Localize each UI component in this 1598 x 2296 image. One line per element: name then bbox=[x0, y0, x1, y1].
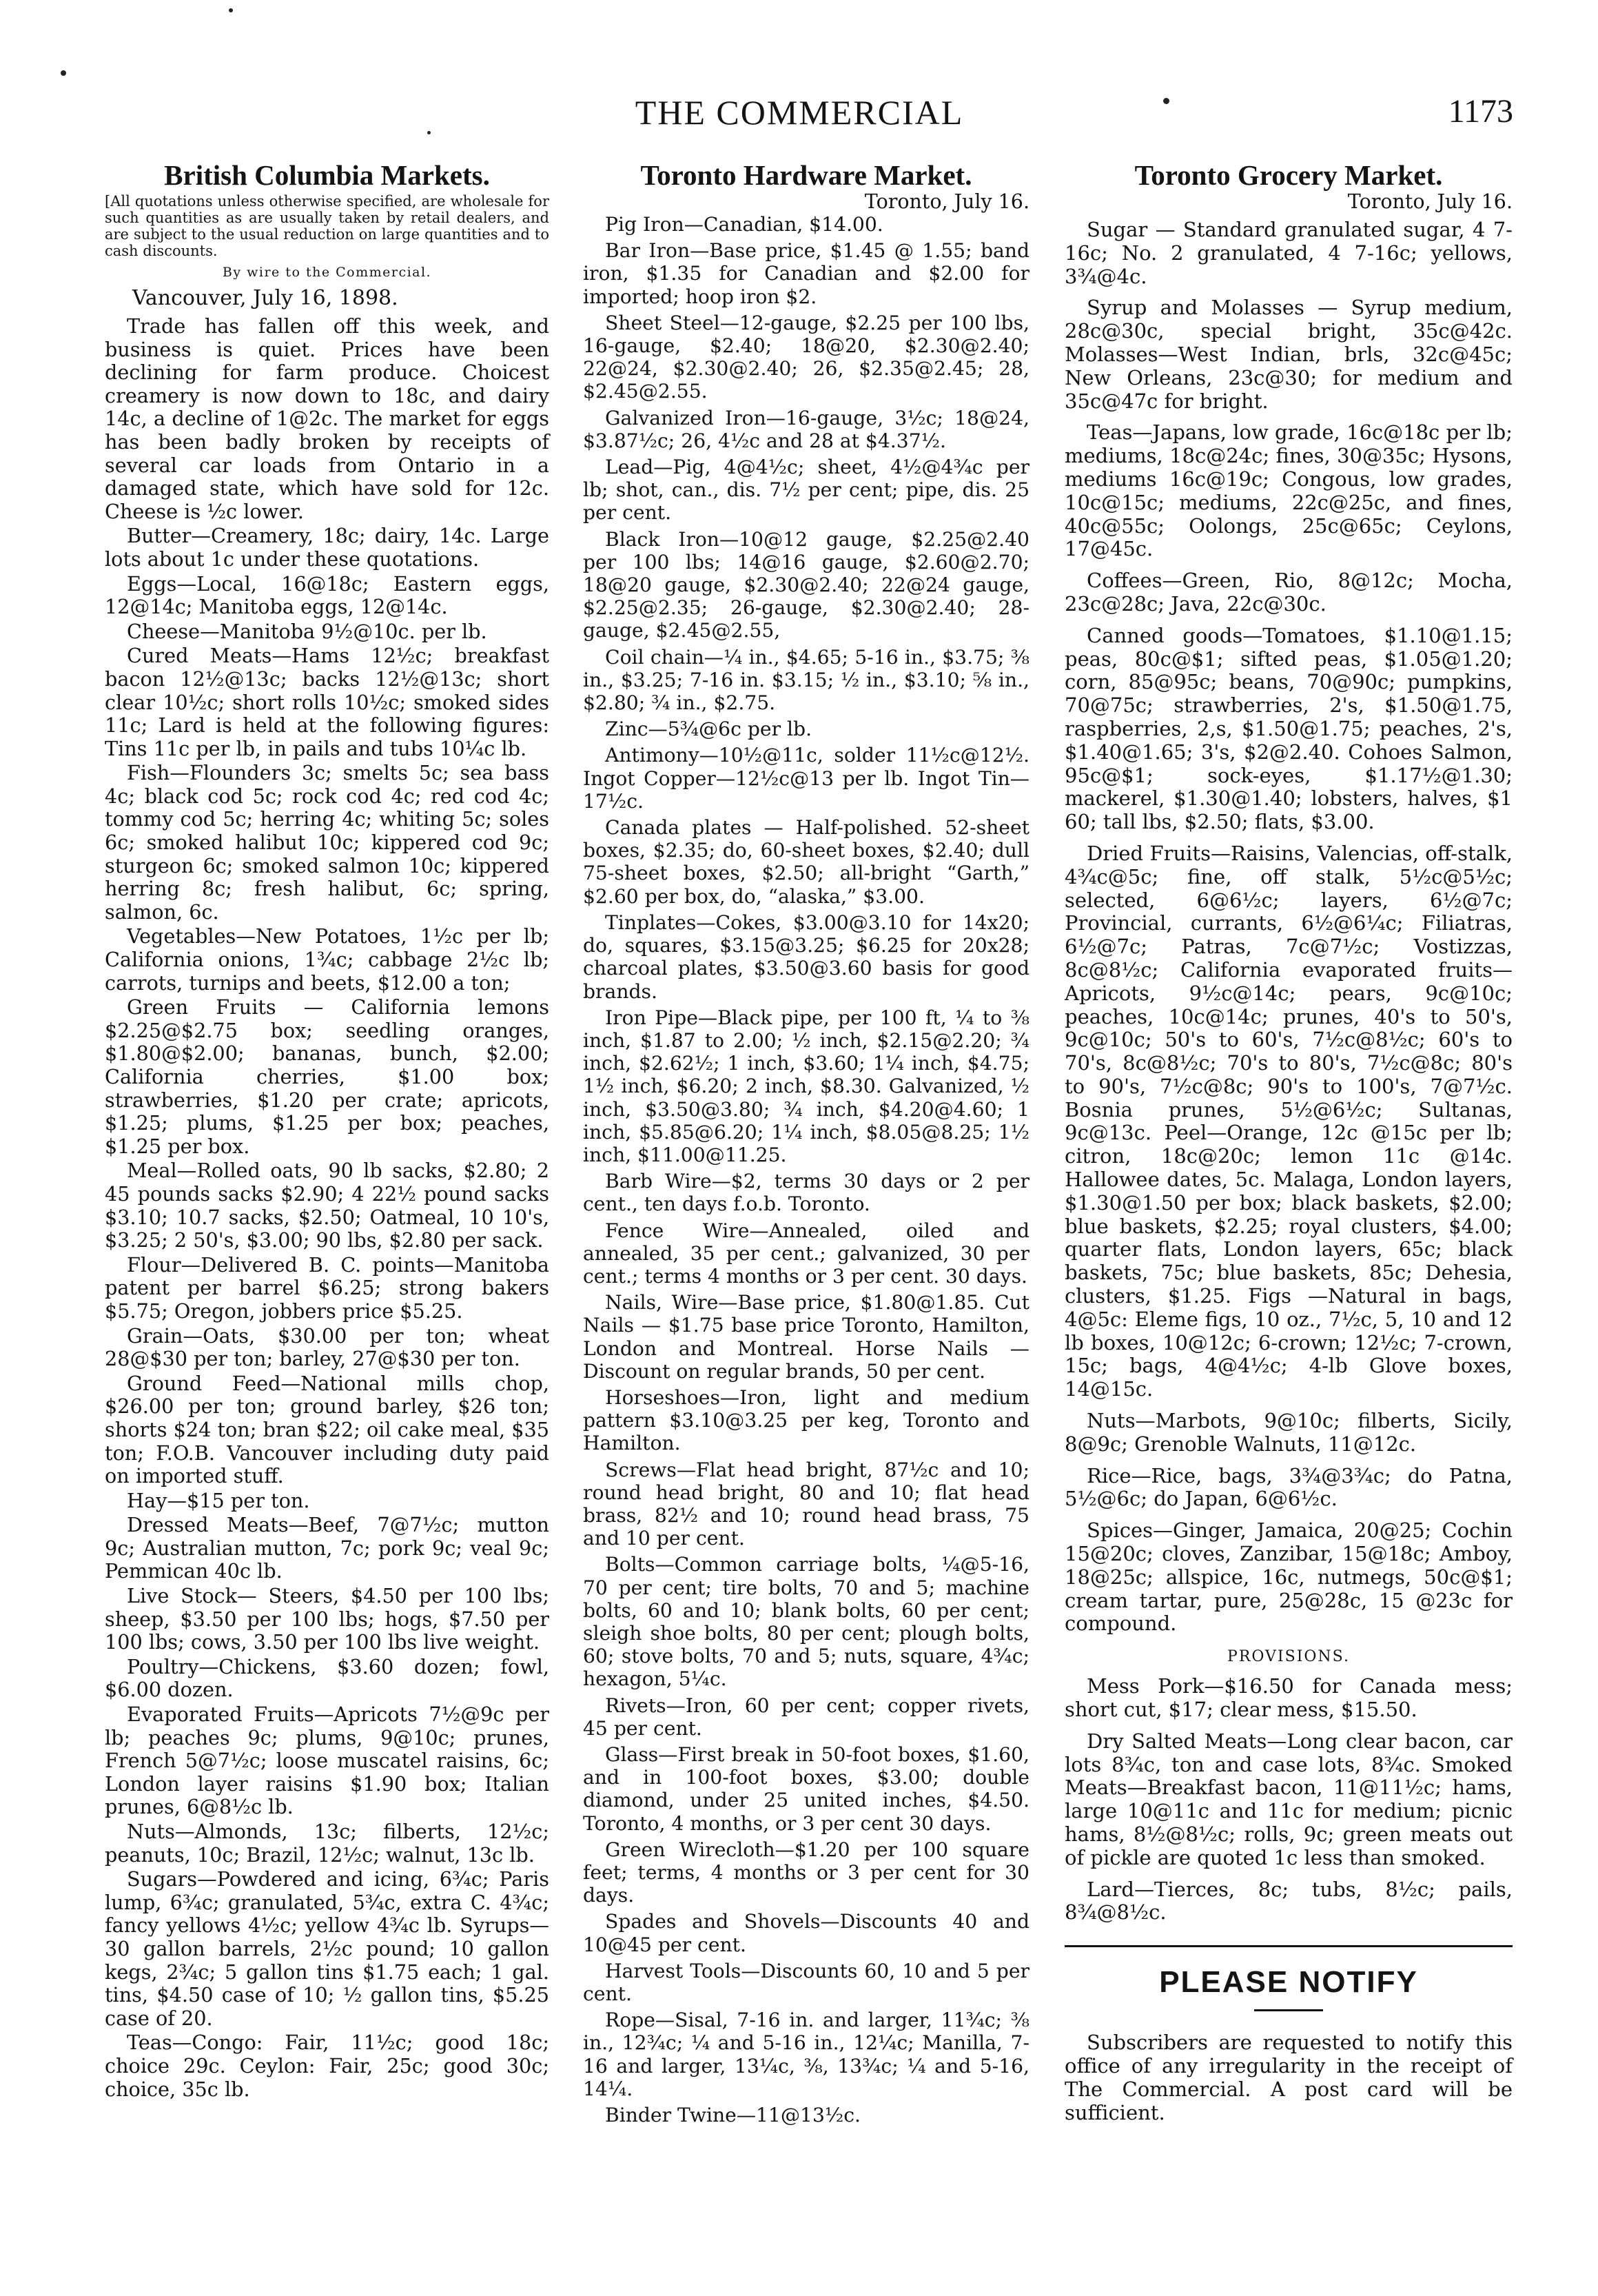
section-title: Toronto Grocery Market. bbox=[1134, 159, 1443, 191]
paragraph: Trade has fallen off this week, and business is quiet. Prices have been declining for farm produce. Choicest creamery is now down to 18c, and dairy 14c, a decline of 1@2c. The market for eggs has been badly broken by receipts of several car loads from Ontario in a damaged state, which have sold for 12c. Cheese is ½c lower. bbox=[105, 314, 549, 523]
paragraph: Lard—Tierces, 8c; tubs, 8½c; pails, 8¾@8½c. bbox=[1065, 1877, 1513, 1924]
quotation-note: [All quotations unless otherwise specified, are wholesale for such quantities as are usually taken by retail dealers, and are subject to the usual reduction on large quantities and to cash discounts. bbox=[105, 193, 549, 259]
paragraph: Zinc—5¾@6c per lb. bbox=[605, 718, 812, 741]
column-toronto-hardware bbox=[583, 160, 1030, 2130]
paragraph: Poultry—Chickens, $3.60 dozen; fowl, $6.00 dozen. bbox=[105, 1654, 549, 1702]
paragraph: Meal—Rolled oats, 90 lb sacks, $2.80; 2 45 pounds sacks $2.90; 4 22½ pound sacks $3.10; 10.7 sacks, $2.50; Oatmeal, 10 10's, $3.25; 2 50's, $3.00; 90 lbs, $2.80 per sack. bbox=[105, 1159, 549, 1252]
paragraph: Canned goods—Tomatoes, $1.10@1.15; peas, 80c@$1; sifted peas, $1.05@1.20; corn, 85@95c; beans, 70@90c; pumpkins, 70@75c; strawberries, 2's, $1.50@1.75, raspberries, 2,s, $1.50@1.75; peaches, 2's, $1.40@1.65; 3's, $2@2.40. Cohoes Salmon, 95c@$1; sock-eyes, $1.17½@1.30; mackerel, $1.30@1.40; lobsters, halves, $1 60; tall lbs, $2.50; flats, $3.00. bbox=[1065, 623, 1513, 834]
section-title: British Columbia Markets. bbox=[164, 159, 490, 191]
paragraph: Harvest Tools—Discounts 60, 10 and 5 per cent. bbox=[583, 1959, 1030, 2006]
print-speck bbox=[427, 131, 431, 134]
paragraph: Antimony—10½@11c, solder 11½c@12½. Ingot Copper—12½c@13 per lb. Ingot Tin—17½c. bbox=[583, 744, 1030, 813]
paragraph: Coffees—Green, Rio, 8@12c; Mocha, 23c@28c; Java, 22c@30c. bbox=[1065, 569, 1513, 616]
paragraph: Canada plates — Half-polished. 52-sheet boxes, $2.35; do, 60-sheet boxes, $2.40; dull 75-sheet boxes, $2.50; all-bright “Garth,” $2.60 per box, do, “alaska,” $3.00. bbox=[583, 816, 1030, 908]
paragraph: Syrup and Molasses — Syrup medium, 28c@30c, special bright, 35c@42c. Molasses—West Indian, brls, 32c@45c; New Orleans, 23c@30; for medium and 35c@47c for bright. bbox=[1065, 296, 1513, 413]
section-title: Toronto Hardware Market. bbox=[640, 159, 972, 191]
paragraph: Bar Iron—Base price, $1.45 @ 1.55; band iron, $1.35 for Canadian and $2.00 for imported; hoop iron $2. bbox=[583, 239, 1030, 308]
print-speck bbox=[61, 70, 66, 76]
dateline: Toronto, July 16. bbox=[864, 190, 1030, 213]
paragraph: Grain—Oats, $30.00 per ton; wheat 28@$30 per ton; barley, 27@$30 per ton. bbox=[105, 1323, 549, 1371]
paragraph: Spices—Ginger, Jamaica, 20@25; Cochin 15@20c; cloves, Zanzibar, 15@18c; Amboy, 18@25c; allspice, 16c, nutmegs, 50c@$1; cream tartar, pure, 25@28c, 15 @23c for compound. bbox=[1065, 1518, 1513, 1636]
paragraph: Fence Wire—Annealed, oiled and annealed, 35 per cent.; galvanized, 30 per cent.; terms 4 months or 3 per cent. 30 days. bbox=[583, 1219, 1030, 1288]
paragraph: Teas—Congo: Fair, 11½c; good 18c; choice 29c. Ceylon: Fair, 25c; good 30c; choice, 35c lb. bbox=[105, 2031, 549, 2101]
paragraph: Black Iron—10@12 gauge, $2.25@2.40 per 100 lbs; 14@16 gauge, $2.60@2.70; 18@20 gauge, $2.30@2.40; 22@24 gauge, $2.25@2.35; 26-gauge, $2.30@2.40; 28-gauge, $2.45@2.55, bbox=[583, 527, 1030, 642]
paragraph: Tinplates—Cokes, $3.00@3.10 for 14x20; do, squares, $3.15@3.25; $6.25 for 20x28; charcoal plates, $3.50@3.60 basis for good brands. bbox=[583, 911, 1030, 1003]
paragraph: Evaporated Fruits—Apricots 7½@9c per lb; peaches 9c; plums, 9@10c; prunes, French 5@7½c; loose muscatel raisins, 6c; London layer raisins $1.90 box; Italian prunes, 6@8½c lb. bbox=[105, 1703, 549, 1819]
notify-text: Subscribers are requested to notify this office of any irregularity in the receipt of The Commercial. A post card will be sufficient. bbox=[1065, 2031, 1513, 2125]
paragraph: Cured Meats—Hams 12½c; breakfast bacon 12½@13c; backs 12½@13c; short clear 10½c; short rolls 10½c; smoked sides 11c; Lard is held at the following figures: Tins 11c per lb, in pails and tubs 10¼c lb. bbox=[105, 644, 549, 760]
paragraph: Green Wirecloth—$1.20 per 100 square feet; terms, 4 months or 3 per cent for 30 days. bbox=[583, 1838, 1030, 1907]
paragraph: Vegetables—New Potatoes, 1½c per lb; California onions, 1¾c; cabbage 2½c lb; carrots, turnips and beets, $12.00 a ton; bbox=[105, 924, 549, 995]
divider bbox=[1065, 1945, 1513, 1947]
print-speck bbox=[229, 8, 233, 12]
running-title: THE COMMERCIAL bbox=[635, 93, 964, 132]
paragraph: Rivets—Iron, 60 per cent; copper rivets, 45 per cent. bbox=[583, 1694, 1030, 1740]
notify-title: PLEASE NOTIFY bbox=[1159, 1965, 1418, 2000]
paragraph: Iron Pipe—Black pipe, per 100 ft, ¼ to ⅜ inch, $1.87 to 2.00; ½ inch, $2.15@2.20; ¾ inch, $2.62½; 1 inch, $3.60; 1¼ inch, $4.75; 1½ inch, $6.20; 2 inch, $8.30. Galvanized, ½ inch, $3.50@3.80; ¾ inch, $4.20@4.60; 1 inch, $5.85@6.20; 1¼ inch, $8.05@8.25; 1½ inch, $11.00@11.25. bbox=[583, 1006, 1030, 1166]
paragraph: Mess Pork—$16.50 for Canada mess; short cut, $17; clear mess, $15.50. bbox=[1065, 1674, 1513, 1722]
paragraph: Ground Feed—National mills chop, $26.00 per ton; ground barley, $26 ton; shorts $24 ton; bran $22; oil cake meal, $35 ton; F.O.B. Vancouver including duty paid on imported stuff. bbox=[105, 1371, 549, 1488]
paragraph: Coil chain—¼ in., $4.65; 5-16 in., $3.75; ⅜ in., $3.25; 7-16 in. $3.15; ½ in., $3.10; ⅝ in., $2.80; ¾ in., $2.75. bbox=[583, 645, 1030, 715]
paragraph: Rice—Rice, bags, 3¾@3¾c; do Patna, 5½@6c; do Japan, 6@6½c. bbox=[1065, 1463, 1513, 1511]
dateline: Toronto, July 16. bbox=[1347, 190, 1513, 213]
print-speck bbox=[1163, 98, 1169, 104]
provisions-paragraphs bbox=[1065, 1675, 1513, 1924]
market-paragraphs bbox=[583, 213, 1030, 2126]
paragraph: Flour—Delivered B. C. points—Manitoba patent per barrel $6.25; strong bakers $5.75; Oregon, jobbers price $5.25. bbox=[105, 1252, 549, 1323]
dateline: Vancouver, July 16, 1898. bbox=[132, 286, 398, 310]
paragraph: Teas—Japans, low grade, 16c@18c per lb; mediums, 18c@24c; fines, 30@35c; Hysons, mediums 16c@19c; Congous, low grades, 10c@15c; mediums, 22c@25c, and fines, 40c@55c; Oolongs, 25c@65c; Ceylons, 17@45c. bbox=[1065, 420, 1513, 561]
paragraph: Rope—Sisal, 7-16 in. and larger, 11¾c; ⅜ in., 12¾c; ¼ and 5-16 in., 12¼c; Manilla, 7-16 and larger, 13¼c, ⅜, 13¾c; ¼ and 5-16, 14¼. bbox=[583, 2009, 1030, 2100]
paragraph: Pig Iron—Canadian, $14.00. bbox=[605, 213, 883, 236]
paragraph: Barb Wire—$2, terms 30 days or 2 per cent., ten days f.o.b. Toronto. bbox=[583, 1170, 1030, 1216]
paragraph: Fish—Flounders 3c; smelts 5c; sea bass 4c; black cod 5c; rock cod 4c; red cod 4c; tommy cod 5c; herring 4c; whiting 5c; soles 6c; smoked halibut 10c; kippered cod 9c; sturgeon 6c; smoked salmon 10c; kippered herring 8c; fresh halibut, 6c; spring, salmon, 6c. bbox=[105, 761, 549, 924]
paragraph: Binder Twine—11@13½c. bbox=[605, 2104, 861, 2127]
paragraph: Nuts—Marbots, 9@10c; filberts, Sicily, 8@9c; Grenoble Walnuts, 11@12c. bbox=[1065, 1409, 1513, 1456]
paragraph: Nails, Wire—Base price, $1.80@1.85. Cut Nails — $1.75 base price Toronto, Hamilton, London and Montreal. Horse Nails — Discount on regular brands, 50 per cent. bbox=[583, 1291, 1030, 1383]
paragraph: Eggs—Local, 16@18c; Eastern eggs, 12@14c; Manitoba eggs, 12@14c. bbox=[105, 571, 549, 619]
divider bbox=[1254, 2009, 1323, 2011]
paragraph: Hay—$15 per ton. bbox=[127, 1488, 310, 1512]
market-paragraphs bbox=[105, 315, 549, 2101]
paragraph: Dry Salted Meats—Long clear bacon, car lots 8¾c, ton and case lots, 8¾c. Smoked Meats—Breakfast bacon, 11@11½c; hams, large 10@11c and 11c for medium; picnic hams, 8½@8½c; rolls, 9c; green meats out of pickle are quoted 1c less than smoked. bbox=[1065, 1729, 1513, 1869]
paragraph: Nuts—Almonds, 13c; filberts, 12½c; peanuts, 10c; Brazil, 12½c; walnut, 13c lb. bbox=[105, 1820, 549, 1867]
paragraph: Dressed Meats—Beef, 7@7½c; mutton 9c; Australian mutton, 7c; pork 9c; veal 9c; Pemmican 40c lb. bbox=[105, 1513, 549, 1583]
column-toronto-grocery bbox=[1065, 160, 1513, 2124]
paragraph: Cheese—Manitoba 9½@10c. per lb. bbox=[127, 619, 487, 643]
paragraph: Butter—Creamery, 18c; dairy, 14c. Large lots about 1c under these quotations. bbox=[105, 524, 549, 571]
paragraph: Sugars—Powdered and icing, 6¾c; Paris lump, 6¾c; granulated, 5¾c, extra C. 4¾c; fancy yellows 4½c; yellow 4¾c lb. Syrups—30 gallon barrels, 2½c pound; 10 gallon kegs, 2¾c; 5 gallon tins $1.75 each; 1 gal. tins, $4.50 case of 10; ½ gallon tins, $5.25 case of 20. bbox=[105, 1867, 549, 2030]
paragraph: Sugar — Standard granulated sugar, 4 7-16c; No. 2 granulated, 4 7-16c; yellows, 3¾@4c. bbox=[1065, 218, 1513, 288]
paragraph: Bolts—Common carriage bolts, ¼@5-16, 70 per cent; tire bolts, 70 and 5; machine bolts, 60 and 10; blank bolts, 60 per cent; sleigh shoe bolts, 80 per cent; plough bolts, 60; stove bolts, 70 and 5; nuts, square, 4¾c; hexagon, 5¼c. bbox=[583, 1553, 1030, 1691]
paragraph: Lead—Pig, 4@4½c; sheet, 4½@4¾c per lb; shot, can., dis. 7½ per cent; pipe, dis. 25 per cent. bbox=[583, 456, 1030, 525]
wire-credit: By wire to the Commercial. bbox=[222, 265, 432, 280]
paragraph: Dried Fruits—Raisins, Valencias, off-stalk, 4¾c@5c; fine, off stalk, 5½c@5½c; selected, 6@6½c; layers, 6½@7c; Provincial, currants, 6½@6¼c; Filiatras, 6½@7c; Patras, 7c@7½c; Vostizzas, 8c@8½c; California evaporated fruits—Apricots, 9½c@14c; pears, 9c@10c; peaches, 10c@14c; prunes, 40's to 50's, 9c@10c; 50's to 60's, 7½c@8½c; 60's to 70's, 8c@8½c; 70's to 80's, 7½c@8c; 80's to 90's, 7½c@8c; 90's to 100's, 7@7½c. Bosnia prunes, 5½@6½c; Sultanas, 9c@13c. Peel—Orange, 12c @15c per lb; citron, 18c@20c; lemon 11c @14c. Hallowee dates, 5c. Malaga, London layers, $1.30@1.50 per box; black baskets, $2.00; blue baskets, $2.25; royal clusters, $4.00; quarter flats, London layers, 65c; black baskets, 75c; blue baskets, 85c; Dehesia, clusters, $1.25. Figs —Natural in bags, 4@5c: Eleme figs, 10 oz., 7½c, 5, 10 and 12 lb boxes, 10@12c; 6-crown; 12½c; 7-crown, 15c; bags, 4@4½c; 4-lb Glove boxes, 14@15c. bbox=[1065, 841, 1513, 1401]
page-number: 1173 bbox=[1448, 93, 1513, 130]
provisions-heading: PROVISIONS. bbox=[1227, 1648, 1350, 1666]
paragraph: Live Stock— Steers, $4.50 per 100 lbs; sheep, $3.50 per 100 lbs; hogs, $7.50 per 100 lbs; cows, 3.50 per 100 lbs live weight. bbox=[105, 1584, 549, 1654]
page-header bbox=[0, 88, 1598, 136]
paragraph: Galvanized Iron—16-gauge, 3½c; 18@24, $3.87½c; 26, 4½c and 28 at $4.37½. bbox=[583, 406, 1030, 452]
paragraph: Screws—Flat head bright, 87½c and 10; round head bright, 80 and 10; flat head brass, 82½ and 10; round head brass, 75 and 10 per cent. bbox=[583, 1458, 1030, 1550]
column-british-columbia bbox=[105, 160, 549, 2102]
paragraph: Spades and Shovels—Discounts 40 and 10@45 per cent. bbox=[583, 1910, 1030, 1956]
market-paragraphs bbox=[1065, 219, 1513, 1636]
paragraph: Glass—First break in 50-foot boxes, $1.60, and in 100-foot boxes, $3.00; double diamond, under 25 united inches, $4.50. Toronto, 4 months, or 3 per cent 30 days. bbox=[583, 1743, 1030, 1835]
paragraph: Horseshoes—Iron, light and medium pattern $3.10@3.25 per keg, Toronto and Hamilton. bbox=[583, 1385, 1030, 1455]
paragraph: Sheet Steel—12-gauge, $2.25 per 100 lbs, 16-gauge, $2.40; 18@20, $2.30@2.40; 22@24, $2.30@2.40; 26, $2.35@2.45; 28, $2.45@2.55. bbox=[583, 311, 1030, 403]
notify-box bbox=[1065, 1965, 1513, 2124]
paragraph: Green Fruits — California lemons $2.25@$2.75 box; seedling oranges, $1.80@$2.00; bananas, bunch, $2.00; California cherries, $1.00 box; strawberries, $1.20 per crate; apricots, $1.25; plums, $1.25 per box; peaches, $1.25 per box. bbox=[105, 995, 549, 1158]
